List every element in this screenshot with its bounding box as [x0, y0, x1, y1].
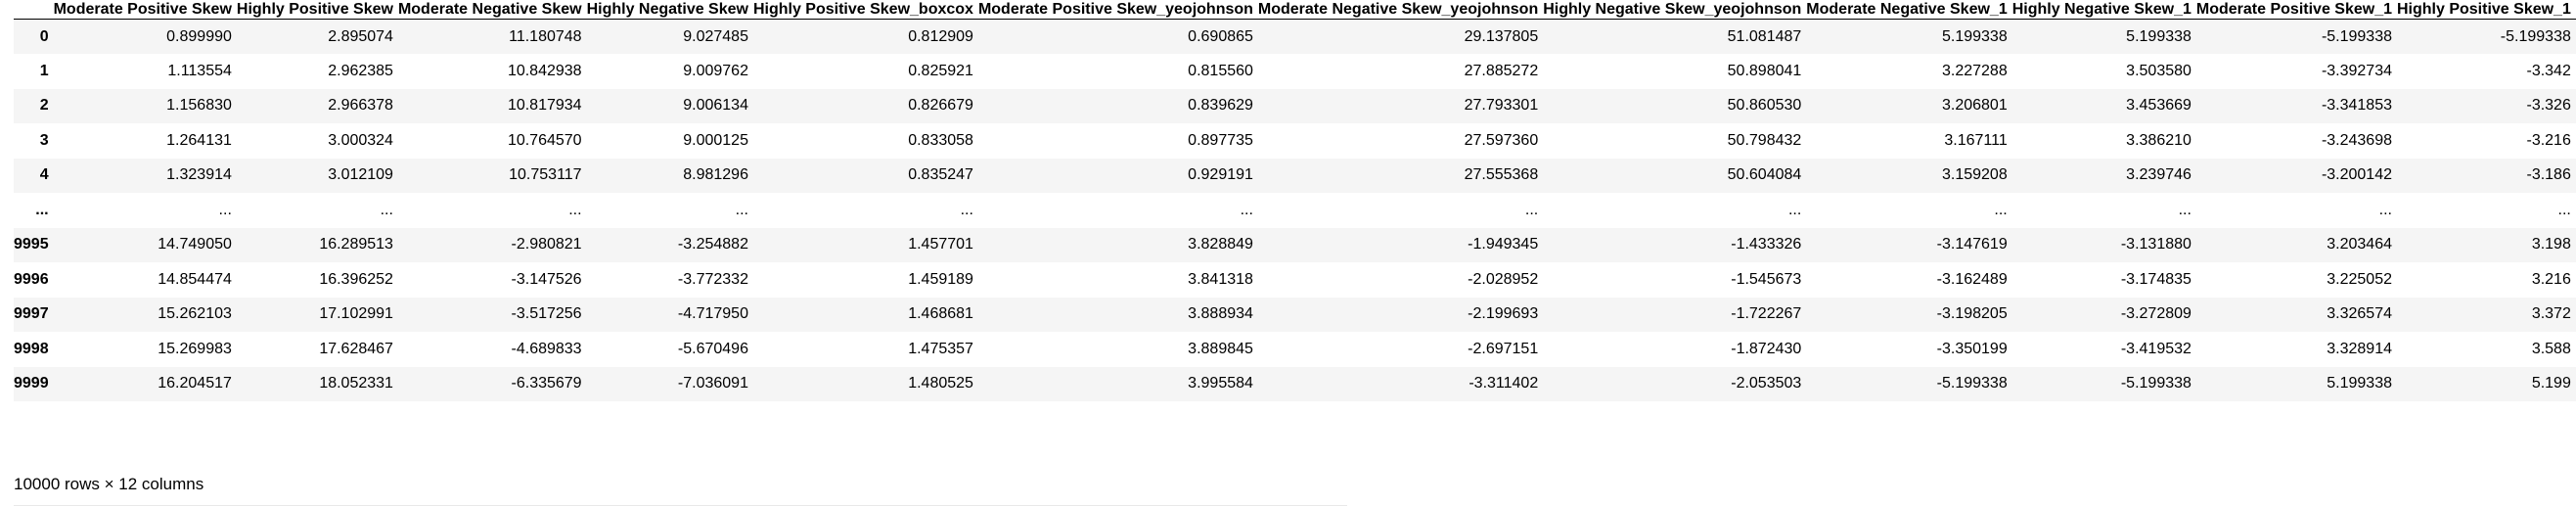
- table-cell: 50.860530: [1727, 97, 1802, 115]
- table-cell: 5.199338: [2327, 375, 2392, 392]
- table-row: [14, 54, 2576, 89]
- table-cell: -3.326: [2526, 97, 2571, 115]
- table-cell: -3.162489: [1936, 270, 2008, 288]
- table-cell: 1.323914: [166, 166, 232, 184]
- table-cell: 50.798432: [1727, 131, 1802, 149]
- table-cell: 3.000324: [328, 131, 393, 149]
- table-cell: 5.199338: [1941, 27, 2008, 45]
- output-divider: [14, 505, 1347, 506]
- table-cell: 1.480525: [908, 375, 973, 392]
- table-row: [14, 89, 2576, 124]
- table-cell: 2.895074: [328, 27, 393, 45]
- table-cell: -3.392734: [2321, 62, 2392, 79]
- table-cell: 14.749050: [158, 236, 232, 254]
- table-cell: -2.053503: [1731, 375, 1802, 392]
- index-header: [14, 0, 54, 20]
- table-row: [14, 262, 2576, 298]
- table-cell: -3.243698: [2321, 131, 2392, 149]
- table-cell: 3.588: [2531, 340, 2571, 357]
- dataframe-output: [14, 0, 2571, 401]
- table-cell: 17.628467: [319, 340, 393, 357]
- table-cell: 0.929191: [1188, 166, 1253, 184]
- table-cell: 10.842938: [507, 62, 582, 79]
- row-index: 9998: [14, 340, 49, 357]
- table-cell: -2.697151: [1468, 340, 1539, 357]
- table-cell: -3.131880: [2120, 236, 2192, 254]
- table-cell: ...: [380, 201, 393, 218]
- row-index: 9995: [14, 236, 49, 254]
- table-cell: -4.689833: [511, 340, 582, 357]
- table-cell: 14.854474: [158, 270, 232, 288]
- table-cell: 16.204517: [158, 375, 232, 392]
- table-cell: 18.052331: [319, 375, 393, 392]
- table-cell: -4.717950: [677, 305, 748, 323]
- row-index: 2: [39, 97, 49, 115]
- table-cell: -3.517256: [511, 305, 582, 323]
- table-cell: 0.897735: [1188, 131, 1253, 149]
- table-cell: 5.199338: [2126, 27, 2192, 45]
- table-cell: -3.311402: [1469, 375, 1539, 392]
- table-cell: 1.475357: [908, 340, 973, 357]
- table-cell: 3.227288: [1941, 62, 2008, 79]
- table-cell: 9.009762: [683, 62, 748, 79]
- row-index: 9996: [14, 270, 49, 288]
- table-cell: -3.341853: [2321, 97, 2392, 115]
- dataframe-table: [14, 0, 2576, 401]
- row-index: 3: [39, 131, 49, 149]
- table-cell: -6.335679: [511, 375, 582, 392]
- table-cell: 10.817934: [507, 97, 582, 115]
- table-cell: 11.180748: [509, 27, 582, 45]
- table-row: [14, 298, 2576, 333]
- table-cell: 17.102991: [319, 305, 393, 323]
- column-header: Highly Negative Skew_1: [2011, 1, 2192, 18]
- table-cell: -5.670496: [677, 340, 748, 357]
- table-cell: 3.328914: [2327, 340, 2392, 357]
- table-cell: 50.898041: [1727, 62, 1802, 79]
- table-cell: 3.372: [2531, 305, 2571, 323]
- column-header: Highly Positive Skew: [236, 1, 393, 18]
- table-cell: ...: [1994, 201, 2008, 218]
- table-cell: 3.995584: [1188, 375, 1253, 392]
- table-cell: -5.199338: [2321, 27, 2392, 45]
- table-cell: -2.028952: [1468, 270, 1539, 288]
- table-row: [14, 332, 2576, 367]
- table-cell: 1.156830: [166, 97, 232, 115]
- row-index: 9999: [14, 375, 49, 392]
- row-index: 4: [39, 166, 49, 184]
- table-cell: 9.027485: [683, 27, 748, 45]
- table-cell: -2.199693: [1468, 305, 1539, 323]
- table-cell: -5.199338: [2120, 375, 2192, 392]
- table-cell: 3.198: [2531, 236, 2571, 254]
- column-header: Highly Negative Skew: [586, 1, 748, 18]
- table-cell: 1.113554: [167, 62, 232, 79]
- table-cell: 3.159208: [1941, 166, 2008, 184]
- table-cell: 16.396252: [319, 270, 393, 288]
- table-cell: 9.006134: [683, 97, 748, 115]
- table-cell: 5.199: [2531, 375, 2571, 392]
- column-header: Moderate Positive Skew_1: [2195, 1, 2392, 18]
- table-cell: -1.722267: [1731, 305, 1802, 323]
- table-cell: 2.962385: [328, 62, 393, 79]
- table-cell: -3.186: [2526, 166, 2571, 184]
- table-cell: -1.949345: [1468, 236, 1539, 254]
- table-cell: 0.690865: [1188, 27, 1253, 45]
- table-cell: 10.753117: [509, 166, 582, 184]
- table-cell: 3.225052: [2327, 270, 2392, 288]
- table-cell: 9.000125: [683, 131, 748, 149]
- table-cell: -1.545673: [1731, 270, 1802, 288]
- table-cell: 0.899990: [166, 27, 232, 45]
- column-header: Moderate Negative Skew_1: [1806, 1, 2008, 18]
- column-header: Moderate Negative Skew_yeojohnson: [1257, 1, 1539, 18]
- table-row: [14, 228, 2576, 263]
- column-header: Moderate Positive Skew_yeojohnson: [977, 1, 1253, 18]
- table-cell: 0.826679: [908, 97, 973, 115]
- table-cell: ...: [735, 201, 748, 218]
- table-cell: 3.203464: [2327, 236, 2392, 254]
- table-cell: 8.981296: [683, 166, 748, 184]
- table-cell: ...: [218, 201, 232, 218]
- table-cell: -3.147526: [511, 270, 582, 288]
- table-cell: 27.597360: [1464, 131, 1539, 149]
- table-cell: 2.966378: [328, 97, 393, 115]
- table-cell: 3.828849: [1188, 236, 1253, 254]
- table-cell: ...: [1524, 201, 1539, 218]
- table-cell: ...: [2178, 201, 2192, 218]
- table-cell: ...: [2557, 201, 2571, 218]
- table-cell: ...: [1787, 201, 1802, 218]
- table-cell: 0.839629: [1188, 97, 1253, 115]
- column-header: Moderate Positive Skew: [53, 1, 232, 18]
- table-cell: -3.147619: [1936, 236, 2008, 254]
- table-cell: 3.167111: [1944, 131, 2008, 149]
- table-cell: -2.980821: [511, 236, 582, 254]
- shape-summary: 10000 rows × 12 columns: [14, 475, 204, 493]
- row-index: 0: [39, 27, 49, 45]
- table-cell: ...: [568, 201, 582, 218]
- table-cell: 3.206801: [1941, 97, 2008, 115]
- table-cell: 3.326574: [2327, 305, 2392, 323]
- table-cell: -3.174835: [2120, 270, 2192, 288]
- table-cell: -3.342: [2526, 62, 2571, 79]
- table-cell: 27.555368: [1464, 166, 1539, 184]
- row-index: 1: [39, 62, 49, 79]
- table-cell: ...: [960, 201, 973, 218]
- table-cell: 3.453669: [2126, 97, 2192, 115]
- table-cell: -5.199338: [1936, 375, 2008, 392]
- table-cell: -3.772332: [677, 270, 748, 288]
- table-cell: -3.350199: [1936, 340, 2008, 357]
- table-cell: -1.872430: [1731, 340, 1802, 357]
- table-cell: 27.793301: [1464, 97, 1539, 115]
- table-cell: 1.459189: [908, 270, 973, 288]
- table-cell: 0.815560: [1188, 62, 1253, 79]
- table-cell: -5.199338: [2500, 27, 2571, 45]
- table-cell: ...: [1240, 201, 1253, 218]
- table-cell: 15.269983: [158, 340, 232, 357]
- table-cell: 10.764570: [507, 131, 582, 149]
- table-cell: 3.386210: [2126, 131, 2192, 149]
- table-cell: 0.833058: [908, 131, 973, 149]
- table-cell: 0.812909: [908, 27, 973, 45]
- table-row: [14, 20, 2576, 55]
- table-cell: 27.885272: [1464, 62, 1539, 79]
- table-cell: -3.200142: [2321, 166, 2392, 184]
- table-cell: 3.239746: [2126, 166, 2192, 184]
- table-cell: 1.457701: [908, 236, 973, 254]
- table-cell: -3.419532: [2120, 340, 2192, 357]
- table-cell: -3.198205: [1936, 305, 2008, 323]
- table-row: [14, 159, 2576, 194]
- table-cell: 0.825921: [908, 62, 973, 79]
- table-cell: ...: [2378, 201, 2392, 218]
- table-cell: 1.468681: [908, 305, 973, 323]
- table-cell: 29.137805: [1464, 27, 1539, 45]
- row-index: ...: [35, 201, 49, 218]
- column-header: Moderate Negative Skew: [397, 1, 582, 18]
- table-cell: 1.264131: [166, 131, 232, 149]
- table-cell: 3.841318: [1188, 270, 1253, 288]
- table-cell: 16.289513: [319, 236, 393, 254]
- table-cell: -1.433326: [1731, 236, 1802, 254]
- table-cell: 15.262103: [158, 305, 232, 323]
- table-cell: -3.272809: [2120, 305, 2192, 323]
- table-cell: 50.604084: [1727, 166, 1802, 184]
- header-row: [14, 0, 2576, 20]
- table-row: [14, 193, 2576, 228]
- column-header: Highly Negative Skew_yeojohnson: [1543, 1, 1802, 18]
- table-body: [14, 20, 2576, 402]
- table-cell: 3.012109: [328, 166, 393, 184]
- table-cell: -3.216: [2526, 131, 2571, 149]
- table-row: [14, 123, 2576, 159]
- table-cell: 3.503580: [2126, 62, 2192, 79]
- table-cell: 0.835247: [908, 166, 973, 184]
- table-cell: -3.254882: [677, 236, 748, 254]
- column-header: Highly Positive Skew_1: [2397, 1, 2571, 18]
- table-cell: 3.888934: [1188, 305, 1253, 323]
- table-row: [14, 367, 2576, 402]
- table-cell: -7.036091: [677, 375, 748, 392]
- table-cell: 3.216: [2531, 270, 2571, 288]
- table-cell: 51.081487: [1727, 27, 1802, 45]
- column-header: Highly Positive Skew_boxcox: [752, 1, 973, 18]
- table-cell: 3.889845: [1188, 340, 1253, 357]
- row-index: 9997: [14, 305, 49, 323]
